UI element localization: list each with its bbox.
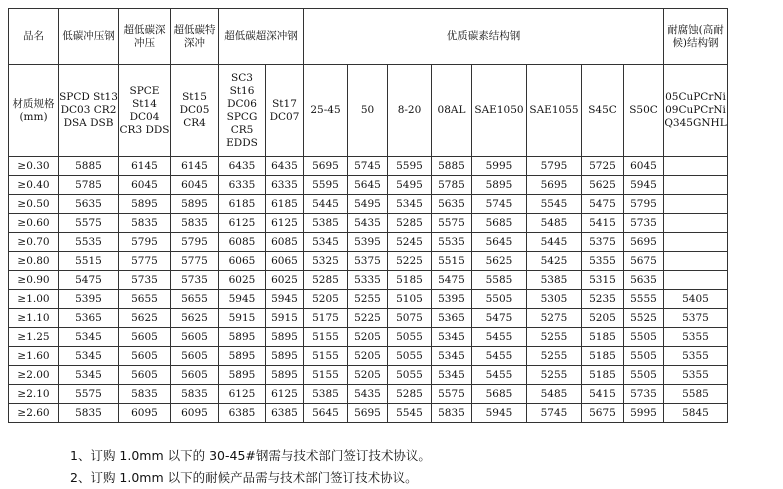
price-cell: 5635 — [624, 271, 664, 290]
price-cell: 5505 — [472, 290, 527, 309]
price-cell: 5155 — [304, 347, 348, 366]
price-cell: 5285 — [304, 271, 348, 290]
thickness-spec-cell: ≥0.90 — [9, 271, 59, 290]
group-header: 耐腐蚀(高耐候)结构钢 — [664, 9, 728, 65]
price-cell: 5695 — [304, 157, 348, 176]
price-cell: 6045 — [624, 157, 664, 176]
price-cell: 5535 — [432, 233, 472, 252]
price-cell: 5645 — [472, 233, 527, 252]
price-cell: 5585 — [664, 385, 728, 404]
group-header: 超低碳特深冲 — [171, 9, 219, 65]
price-cell: 5535 — [59, 233, 119, 252]
price-cell: 5585 — [472, 271, 527, 290]
price-cell: 6385 — [266, 404, 304, 423]
price-cell: 5575 — [432, 385, 472, 404]
price-cell — [664, 157, 728, 176]
thickness-spec-cell: ≥1.25 — [9, 328, 59, 347]
price-cell: 6145 — [171, 157, 219, 176]
price-cell: 5055 — [388, 347, 432, 366]
price-cell: 5345 — [432, 366, 472, 385]
price-cell: 5355 — [582, 252, 624, 271]
price-cell: 5075 — [388, 309, 432, 328]
table-row — [9, 290, 728, 309]
price-cell: 5595 — [388, 157, 432, 176]
table-row — [9, 176, 728, 195]
price-cell: 5605 — [119, 366, 171, 385]
price-cell: 5205 — [348, 366, 388, 385]
price-cell: 5525 — [624, 309, 664, 328]
price-cell: 5895 — [472, 176, 527, 195]
price-cell: 5785 — [59, 176, 119, 195]
price-cell: 5745 — [527, 404, 582, 423]
table-row — [9, 328, 728, 347]
grade-header: SPCD St13 DC03 CR2 DSA DSB — [59, 65, 119, 157]
price-cell: 6435 — [219, 157, 266, 176]
price-cell: 5895 — [219, 347, 266, 366]
price-cell: 5255 — [527, 347, 582, 366]
price-cell: 5775 — [171, 252, 219, 271]
price-cell: 5735 — [171, 271, 219, 290]
price-cell: 5395 — [59, 290, 119, 309]
thickness-spec-cell: ≥0.50 — [9, 195, 59, 214]
price-cell: 5695 — [624, 233, 664, 252]
grade-header: 8-20 — [388, 65, 432, 157]
price-cell: 5475 — [432, 271, 472, 290]
price-cell: 5395 — [348, 233, 388, 252]
thickness-spec-cell: ≥1.10 — [9, 309, 59, 328]
price-cell: 5485 — [527, 214, 582, 233]
price-cell: 6095 — [171, 404, 219, 423]
price-cell: 5545 — [388, 404, 432, 423]
price-cell: 5365 — [59, 309, 119, 328]
price-cell: 6335 — [266, 176, 304, 195]
notes — [70, 445, 431, 489]
price-cell: 5155 — [304, 328, 348, 347]
price-cell: 5605 — [119, 328, 171, 347]
price-cell: 5475 — [472, 309, 527, 328]
price-cell: 5595 — [304, 176, 348, 195]
price-cell: 5365 — [432, 309, 472, 328]
price-cell: 5575 — [432, 214, 472, 233]
price-cell — [664, 176, 728, 195]
price-cell: 5345 — [59, 328, 119, 347]
price-cell: 5605 — [171, 347, 219, 366]
price-cell: 5385 — [304, 214, 348, 233]
price-cell: 5315 — [582, 271, 624, 290]
grade-header: SC3 St16 DC06 SPCG CR5 EDDS — [219, 65, 266, 157]
table-row — [9, 271, 728, 290]
price-cell: 5835 — [171, 214, 219, 233]
price-cell: 5605 — [119, 347, 171, 366]
price-cell: 5895 — [266, 366, 304, 385]
price-cell: 5435 — [348, 385, 388, 404]
price-cell: 5795 — [119, 233, 171, 252]
price-cell: 6185 — [219, 195, 266, 214]
price-cell: 5355 — [664, 366, 728, 385]
price-cell: 5335 — [348, 271, 388, 290]
price-table — [8, 8, 728, 423]
price-cell: 6045 — [171, 176, 219, 195]
price-cell: 5625 — [582, 176, 624, 195]
price-cell: 5445 — [304, 195, 348, 214]
price-cell: 6125 — [219, 214, 266, 233]
group-header: 超低碳深冲压 — [119, 9, 171, 65]
table-row — [9, 214, 728, 233]
price-cell: 5255 — [527, 366, 582, 385]
price-cell: 6025 — [219, 271, 266, 290]
table-row — [9, 347, 728, 366]
price-cell: 5325 — [304, 252, 348, 271]
price-cell: 5205 — [348, 328, 388, 347]
price-cell: 5505 — [624, 328, 664, 347]
price-cell: 5745 — [348, 157, 388, 176]
thickness-spec-cell: ≥0.30 — [9, 157, 59, 176]
price-cell: 5635 — [59, 195, 119, 214]
price-cell: 5895 — [171, 195, 219, 214]
price-cell: 5945 — [266, 290, 304, 309]
price-cell — [664, 252, 728, 271]
price-cell: 5735 — [624, 214, 664, 233]
price-cell — [664, 214, 728, 233]
price-cell: 6025 — [266, 271, 304, 290]
price-cell: 6125 — [266, 385, 304, 404]
table-row — [9, 385, 728, 404]
table-row — [9, 366, 728, 385]
price-cell: 5375 — [664, 309, 728, 328]
price-cell: 5625 — [119, 309, 171, 328]
price-sheet — [8, 8, 728, 485]
price-cell: 5495 — [388, 176, 432, 195]
price-cell: 5625 — [171, 309, 219, 328]
grade-header: SAE1050 — [472, 65, 527, 157]
price-cell: 5455 — [472, 347, 527, 366]
thickness-spec-cell: ≥1.00 — [9, 290, 59, 309]
price-cell: 5455 — [472, 366, 527, 385]
price-cell: 5945 — [219, 290, 266, 309]
price-cell: 5555 — [624, 290, 664, 309]
price-cell: 5895 — [219, 328, 266, 347]
price-cell: 6435 — [266, 157, 304, 176]
price-cell: 5405 — [664, 290, 728, 309]
price-cell: 6145 — [119, 157, 171, 176]
price-cell: 6065 — [219, 252, 266, 271]
table-row — [9, 157, 728, 176]
thickness-spec-cell: ≥0.60 — [9, 214, 59, 233]
price-cell: 6065 — [266, 252, 304, 271]
price-cell: 5885 — [432, 157, 472, 176]
price-cell: 5795 — [624, 195, 664, 214]
price-cell: 5675 — [582, 404, 624, 423]
price-cell: 5545 — [527, 195, 582, 214]
price-cell: 5415 — [582, 214, 624, 233]
price-cell: 5475 — [582, 195, 624, 214]
price-cell: 5795 — [527, 157, 582, 176]
price-cell: 5205 — [304, 290, 348, 309]
price-cell: 5725 — [582, 157, 624, 176]
price-cell: 5305 — [527, 290, 582, 309]
price-cell: 6085 — [219, 233, 266, 252]
price-cell: 5695 — [527, 176, 582, 195]
price-cell: 6125 — [266, 214, 304, 233]
price-cell: 5685 — [472, 214, 527, 233]
price-cell: 5735 — [119, 271, 171, 290]
price-cell: 5995 — [624, 404, 664, 423]
header-row-grades — [9, 65, 728, 157]
thickness-spec-cell: ≥2.10 — [9, 385, 59, 404]
price-cell: 5515 — [432, 252, 472, 271]
price-cell: 5185 — [582, 328, 624, 347]
group-header: 超低碳超深冲钢 — [219, 9, 304, 65]
price-cell: 5435 — [348, 214, 388, 233]
price-cell: 5155 — [304, 366, 348, 385]
grade-header: S45C — [582, 65, 624, 157]
price-cell: 5785 — [432, 176, 472, 195]
price-cell: 5205 — [582, 309, 624, 328]
price-cell: 6095 — [119, 404, 171, 423]
price-cell: 5485 — [527, 385, 582, 404]
price-cell: 5345 — [388, 195, 432, 214]
price-cell: 6125 — [219, 385, 266, 404]
price-cell: 5995 — [472, 157, 527, 176]
price-cell — [664, 233, 728, 252]
price-cell: 5655 — [171, 290, 219, 309]
table-row — [9, 252, 728, 271]
price-cell: 5895 — [266, 347, 304, 366]
thickness-spec-cell: ≥0.70 — [9, 233, 59, 252]
price-cell: 5245 — [388, 233, 432, 252]
price-cell: 5475 — [59, 271, 119, 290]
price-cell: 5655 — [119, 290, 171, 309]
material-spec-header: 材质规格(mm) — [9, 65, 59, 157]
thickness-spec-cell: ≥2.60 — [9, 404, 59, 423]
price-cell: 5345 — [432, 347, 472, 366]
price-cell: 5835 — [59, 404, 119, 423]
price-cell: 5945 — [624, 176, 664, 195]
price-cell: 5915 — [266, 309, 304, 328]
price-cell: 5385 — [527, 271, 582, 290]
price-cell: 5695 — [348, 404, 388, 423]
table-row — [9, 309, 728, 328]
price-cell: 5745 — [472, 195, 527, 214]
price-cell: 5835 — [171, 385, 219, 404]
price-cell: 5575 — [59, 385, 119, 404]
thickness-spec-cell: ≥0.40 — [9, 176, 59, 195]
note-2: 2、订购 1.0mm 以下的耐候产品需与技术部门签订技术协议。 — [70, 470, 418, 485]
price-cell: 5285 — [388, 385, 432, 404]
price-cell: 5515 — [59, 252, 119, 271]
price-cell: 5505 — [624, 366, 664, 385]
grade-header: SPCE St14 DC04 CR3 DDS — [119, 65, 171, 157]
price-cell: 5185 — [388, 271, 432, 290]
grade-header: 08AL — [432, 65, 472, 157]
price-cell: 5675 — [624, 252, 664, 271]
price-cell: 5445 — [527, 233, 582, 252]
price-table-body — [9, 157, 728, 423]
price-cell: 5425 — [527, 252, 582, 271]
price-cell: 5385 — [304, 385, 348, 404]
price-cell: 5185 — [582, 347, 624, 366]
price-cell: 6185 — [266, 195, 304, 214]
price-cell: 5915 — [219, 309, 266, 328]
price-cell: 5375 — [582, 233, 624, 252]
grade-header: S50C — [624, 65, 664, 157]
price-cell: 5775 — [119, 252, 171, 271]
price-cell: 5845 — [664, 404, 728, 423]
price-cell: 5345 — [59, 366, 119, 385]
price-cell: 5255 — [527, 328, 582, 347]
group-header: 低碳冲压钢 — [59, 9, 119, 65]
price-cell: 5835 — [119, 214, 171, 233]
pinming-header: 品名 — [9, 9, 59, 65]
price-cell: 5285 — [388, 214, 432, 233]
price-cell: 5225 — [388, 252, 432, 271]
price-cell — [664, 271, 728, 290]
price-cell: 5895 — [219, 366, 266, 385]
thickness-spec-cell: ≥2.00 — [9, 366, 59, 385]
price-cell: 6085 — [266, 233, 304, 252]
price-cell: 5895 — [119, 195, 171, 214]
price-cell: 6335 — [219, 176, 266, 195]
price-cell: 5055 — [388, 366, 432, 385]
price-cell: 5575 — [59, 214, 119, 233]
price-cell: 5945 — [472, 404, 527, 423]
price-cell: 5275 — [527, 309, 582, 328]
price-cell: 5605 — [171, 366, 219, 385]
table-row — [9, 404, 728, 423]
price-cell: 5505 — [624, 347, 664, 366]
price-cell: 6045 — [119, 176, 171, 195]
price-cell: 5255 — [348, 290, 388, 309]
price-cell: 5645 — [348, 176, 388, 195]
grade-header: St15 DC05 CR4 — [171, 65, 219, 157]
price-cell: 5795 — [171, 233, 219, 252]
price-cell: 5415 — [582, 385, 624, 404]
thickness-spec-cell: ≥0.80 — [9, 252, 59, 271]
price-cell: 5105 — [388, 290, 432, 309]
price-cell: 5495 — [348, 195, 388, 214]
price-cell: 5735 — [624, 385, 664, 404]
price-cell: 5055 — [388, 328, 432, 347]
price-cell: 5355 — [664, 347, 728, 366]
price-cell: 5645 — [304, 404, 348, 423]
price-cell: 5205 — [348, 347, 388, 366]
price-cell: 5835 — [119, 385, 171, 404]
grade-header: 50 — [348, 65, 388, 157]
price-cell: 5355 — [664, 328, 728, 347]
price-cell: 5605 — [171, 328, 219, 347]
price-cell: 5685 — [472, 385, 527, 404]
price-cell: 5835 — [432, 404, 472, 423]
price-cell: 5635 — [432, 195, 472, 214]
thickness-spec-cell: ≥1.60 — [9, 347, 59, 366]
price-cell: 5185 — [582, 366, 624, 385]
price-cell: 5175 — [304, 309, 348, 328]
price-cell: 5885 — [59, 157, 119, 176]
header-row-groups — [9, 9, 728, 65]
price-cell: 5395 — [432, 290, 472, 309]
price-cell: 5455 — [472, 328, 527, 347]
grade-header: 05CuPCrNi 09CuPCrNi Q345GNHL — [664, 65, 728, 157]
grade-header: St17 DC07 — [266, 65, 304, 157]
grade-header: 25-45 — [304, 65, 348, 157]
price-cell: 5345 — [304, 233, 348, 252]
price-cell: 6385 — [219, 404, 266, 423]
table-row — [9, 233, 728, 252]
group-header: 优质碳素结构钢 — [304, 9, 664, 65]
price-cell: 5625 — [472, 252, 527, 271]
price-cell: 5345 — [59, 347, 119, 366]
price-cell: 5375 — [348, 252, 388, 271]
price-cell: 5225 — [348, 309, 388, 328]
price-cell: 5345 — [432, 328, 472, 347]
grade-header: SAE1055 — [527, 65, 582, 157]
price-cell: 5895 — [266, 328, 304, 347]
note-1: 1、订购 1.0mm 以下的 30-45#钢需与技术部门签订技术协议。 — [70, 448, 431, 463]
price-cell — [664, 195, 728, 214]
price-cell: 5235 — [582, 290, 624, 309]
table-row — [9, 195, 728, 214]
